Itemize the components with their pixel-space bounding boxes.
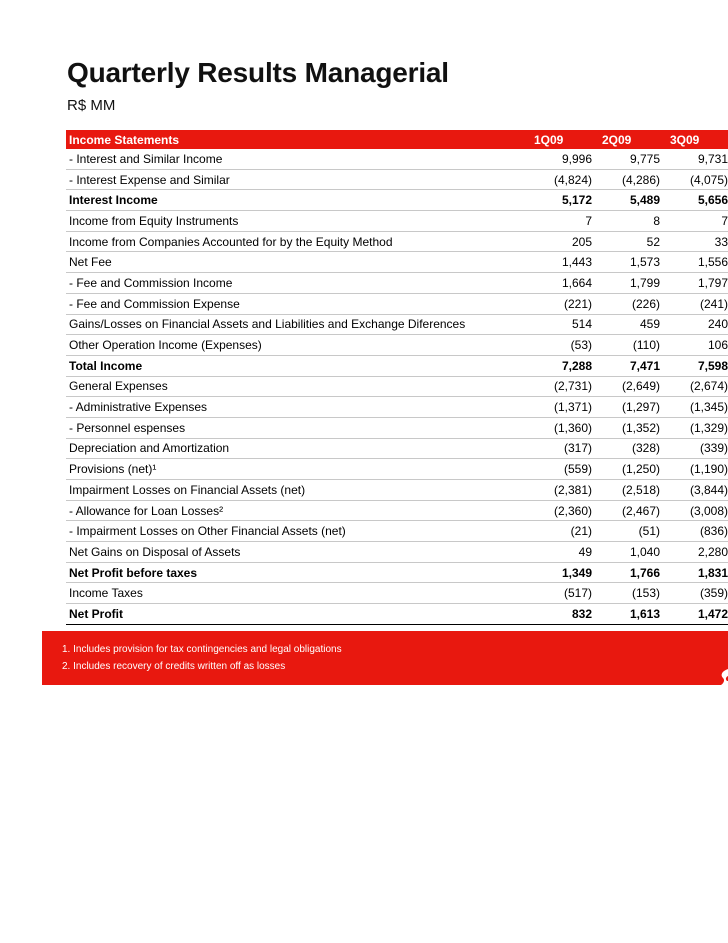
row-value-3q09: (2,674) <box>670 376 728 397</box>
row-value-3q09: 7,598 <box>670 355 728 376</box>
row-value-1q09: (559) <box>534 459 602 480</box>
table-row <box>66 190 728 211</box>
row-value-1q09: 1,664 <box>534 273 602 294</box>
row-value-1q09: (221) <box>534 293 602 314</box>
row-value-2q09: (1,352) <box>602 417 670 438</box>
row-value-1q09: (2,360) <box>534 500 602 521</box>
row-value-2q09: 1,766 <box>602 562 670 583</box>
row-value-2q09: 8 <box>602 211 670 232</box>
row-value-2q09: (2,649) <box>602 376 670 397</box>
row-value-3q09: (1,190) <box>670 459 728 480</box>
row-value-1q09: (317) <box>534 438 602 459</box>
row-label: Income from Equity Instruments <box>66 211 534 232</box>
row-value-1q09: 205 <box>534 231 602 252</box>
table-row <box>66 169 728 190</box>
row-label: - Fee and Commission Income <box>66 273 534 294</box>
row-value-3q09: (836) <box>670 521 728 542</box>
row-label: Depreciation and Amortization <box>66 438 534 459</box>
row-value-1q09: 49 <box>534 542 602 563</box>
row-label: Other Operation Income (Expenses) <box>66 335 534 356</box>
page-title: Quarterly Results Managerial <box>67 57 449 88</box>
table-row <box>66 376 728 397</box>
row-value-3q09: 1,556 <box>670 252 728 273</box>
column-header-3q09: 3Q09 <box>670 130 728 149</box>
row-value-3q09: 1,797 <box>670 273 728 294</box>
row-value-2q09: 1,613 <box>602 604 670 625</box>
row-value-1q09: 7,288 <box>534 355 602 376</box>
row-value-2q09: 52 <box>602 231 670 252</box>
row-label: Gains/Losses on Financial Assets and Liabilities and Exchange Diferences <box>66 314 534 335</box>
row-label: Income Taxes <box>66 583 534 604</box>
table-row <box>66 500 728 521</box>
table-row <box>66 149 728 169</box>
row-value-1q09: 7 <box>534 211 602 232</box>
table-row <box>66 459 728 480</box>
row-value-3q09: (1,329) <box>670 417 728 438</box>
row-label: - Interest and Similar Income <box>66 149 534 169</box>
row-value-1q09: 514 <box>534 314 602 335</box>
row-label: Interest Income <box>66 190 534 211</box>
row-value-1q09: 832 <box>534 604 602 625</box>
table-row <box>66 397 728 418</box>
row-value-1q09: (1,360) <box>534 417 602 438</box>
table-row <box>66 211 728 232</box>
row-value-2q09: (110) <box>602 335 670 356</box>
row-value-1q09: 1,443 <box>534 252 602 273</box>
column-header-2q09: 2Q09 <box>602 130 670 149</box>
row-value-1q09: (21) <box>534 521 602 542</box>
table-row <box>66 273 728 294</box>
row-label: - Allowance for Loan Losses² <box>66 500 534 521</box>
column-header-income-statements: Income Statements <box>66 130 534 149</box>
row-value-2q09: (1,297) <box>602 397 670 418</box>
row-label: Net Profit before taxes <box>66 562 534 583</box>
column-header-1q09: 1Q09 <box>534 130 602 149</box>
table-row <box>66 542 728 563</box>
row-value-2q09: 9,775 <box>602 149 670 169</box>
currency-unit: R$ MM <box>67 97 116 114</box>
row-value-2q09: 5,489 <box>602 190 670 211</box>
row-value-3q09: (4,075) <box>670 169 728 190</box>
row-label: Provisions (net)¹ <box>66 459 534 480</box>
table-row <box>66 583 728 604</box>
table-row <box>66 480 728 501</box>
row-value-3q09: (3,008) <box>670 500 728 521</box>
row-value-2q09: (2,518) <box>602 480 670 501</box>
row-label: Net Gains on Disposal of Assets <box>66 542 534 563</box>
row-value-1q09: (517) <box>534 583 602 604</box>
row-value-3q09: (339) <box>670 438 728 459</box>
table-row <box>66 438 728 459</box>
row-value-2q09: 1,573 <box>602 252 670 273</box>
table-row <box>66 562 728 583</box>
table-row <box>66 335 728 356</box>
income-statement-table <box>66 130 728 625</box>
table-row <box>66 604 728 625</box>
row-label: - Impairment Losses on Other Financial Assets (net) <box>66 521 534 542</box>
santander-flame-icon <box>714 667 728 685</box>
row-label: Total Income <box>66 355 534 376</box>
table-row <box>66 293 728 314</box>
row-label: - Personnel espenses <box>66 417 534 438</box>
row-label: General Expenses <box>66 376 534 397</box>
row-value-2q09: 459 <box>602 314 670 335</box>
table-row <box>66 355 728 376</box>
row-value-3q09: 1,472 <box>670 604 728 625</box>
row-value-3q09: 7 <box>670 211 728 232</box>
table-row <box>66 252 728 273</box>
row-label: Net Fee <box>66 252 534 273</box>
footnote-2: 2. Includes recovery of credits written off as losses <box>62 661 286 672</box>
row-value-3q09: (241) <box>670 293 728 314</box>
row-value-2q09: (226) <box>602 293 670 314</box>
footer-band <box>42 631 728 685</box>
row-label: Impairment Losses on Financial Assets (net) <box>66 480 534 501</box>
table-body <box>66 149 728 624</box>
row-value-1q09: (2,731) <box>534 376 602 397</box>
row-value-3q09: 106 <box>670 335 728 356</box>
row-value-3q09: (359) <box>670 583 728 604</box>
row-value-1q09: 1,349 <box>534 562 602 583</box>
row-label: - Interest Expense and Similar <box>66 169 534 190</box>
row-value-1q09: (53) <box>534 335 602 356</box>
row-value-2q09: (2,467) <box>602 500 670 521</box>
row-value-2q09: (1,250) <box>602 459 670 480</box>
table-row <box>66 231 728 252</box>
row-value-3q09: 9,731 <box>670 149 728 169</box>
row-value-2q09: (328) <box>602 438 670 459</box>
row-value-2q09: (153) <box>602 583 670 604</box>
row-value-3q09: (1,345) <box>670 397 728 418</box>
row-value-2q09: (51) <box>602 521 670 542</box>
row-value-2q09: 7,471 <box>602 355 670 376</box>
row-value-2q09: 1,799 <box>602 273 670 294</box>
row-value-1q09: 5,172 <box>534 190 602 211</box>
row-value-3q09: (3,844) <box>670 480 728 501</box>
footnote-1: 1. Includes provision for tax contingencies and legal obligations <box>62 644 342 655</box>
row-value-1q09: (4,824) <box>534 169 602 190</box>
row-value-3q09: 1,831 <box>670 562 728 583</box>
row-value-2q09: 1,040 <box>602 542 670 563</box>
row-value-3q09: 5,656 <box>670 190 728 211</box>
row-value-3q09: 33 <box>670 231 728 252</box>
row-value-3q09: 2,280 <box>670 542 728 563</box>
table-header-row <box>66 130 728 149</box>
row-value-2q09: (4,286) <box>602 169 670 190</box>
table-row <box>66 417 728 438</box>
table-row <box>66 314 728 335</box>
row-value-1q09: (1,371) <box>534 397 602 418</box>
row-label: - Administrative Expenses <box>66 397 534 418</box>
table-row <box>66 521 728 542</box>
row-label: Net Profit <box>66 604 534 625</box>
row-label: Income from Companies Accounted for by the Equity Method <box>66 231 534 252</box>
row-value-1q09: 9,996 <box>534 149 602 169</box>
row-value-3q09: 240 <box>670 314 728 335</box>
row-label: - Fee and Commission Expense <box>66 293 534 314</box>
row-value-1q09: (2,381) <box>534 480 602 501</box>
